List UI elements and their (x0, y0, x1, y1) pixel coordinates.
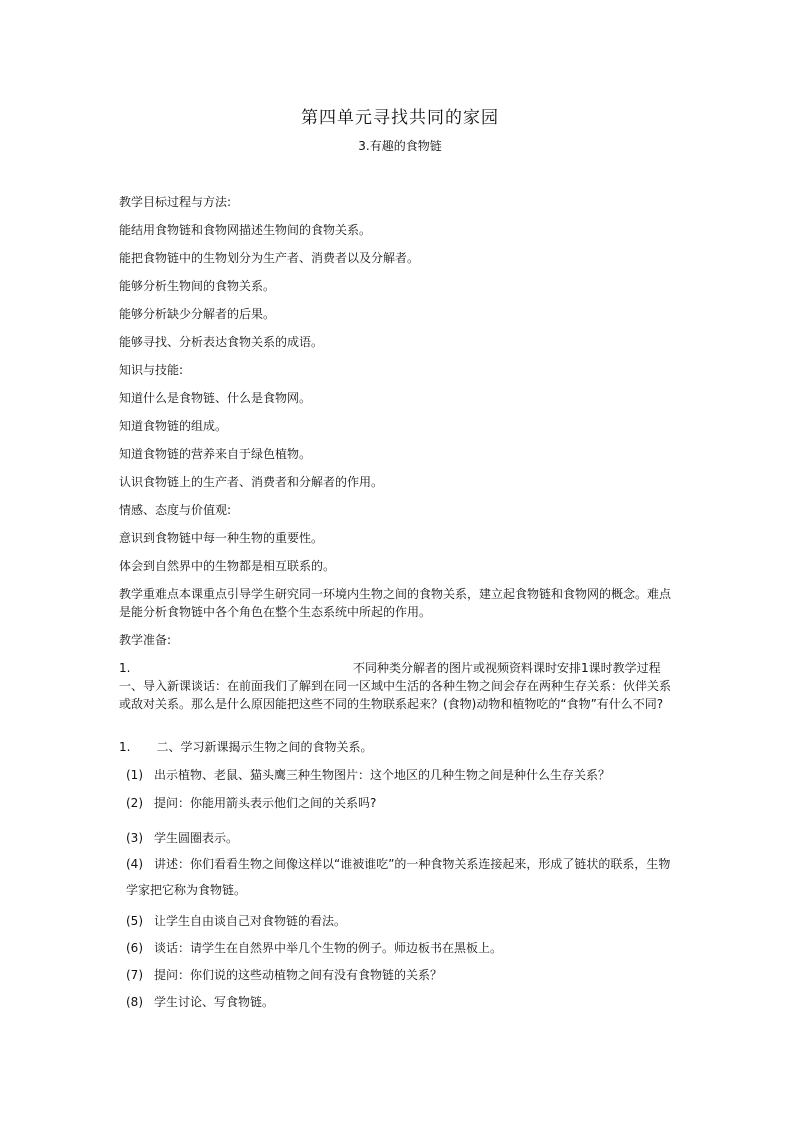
attitude-item: 体会到自然界中的生物都是相互联系的。 (119, 559, 336, 573)
step-number: (3) (126, 831, 143, 845)
step-item (126, 912, 346, 930)
objective-item: 能够分析生物间的食物关系。 (119, 279, 276, 293)
step-number: (2) (126, 796, 143, 810)
objective-item: 能把食物链中的生物划分为生产者、消费者以及分解者。 (119, 251, 420, 265)
step-text: 提问：你能用箭头表示他们之间的关系吗? (154, 796, 377, 810)
step-text: 学生讨论、写食物链。 (154, 995, 275, 1009)
preparation-paragraph (119, 659, 675, 713)
step-text: 学生圆圈表示。 (154, 831, 239, 845)
step-number: (1) (126, 768, 143, 782)
step-item (126, 829, 238, 847)
step-item (126, 794, 376, 812)
lesson-subtitle: 3.有趣的食物链 (358, 139, 442, 153)
heading-knowledge: 知识与技能: (119, 363, 184, 377)
step-number: (6) (126, 941, 143, 955)
knowledge-item: 知道食物链的组成。 (119, 419, 228, 433)
key-points-paragraph: 教学重难点本课重点引导学生研究同一环境内生物之间的食物关系，建立起食物链和食物网的概念。难点是能分析食物链中各个角色在整个生态系统中所起的作用。 (119, 587, 672, 619)
step-text: 谈话：请学生在自然界中举几个生物的例子。师边板书在黑板上。 (154, 941, 503, 955)
knowledge-item: 知道什么是食物链、什么是食物网。 (119, 391, 312, 405)
step-text: 讲述：你们看看生物之间像这样以“谁被谁吃”的一种食物关系连接起来，形成了链状的联系，生物学家把它称为食物链。 (126, 857, 671, 897)
section-heading (119, 738, 372, 756)
step-item (126, 993, 274, 1011)
heading-preparation: 教学准备: (119, 633, 172, 647)
section-number: 1. (119, 740, 131, 754)
step-item (126, 966, 442, 984)
step-item (126, 851, 678, 903)
heading-attitude: 情感、态度与价值观: (119, 503, 232, 517)
step-number: (7) (126, 968, 143, 982)
attitude-item: 意识到食物链中每一种生物的重要性。 (119, 531, 324, 545)
section-title: 二、学习新课揭示生物之间的食物关系。 (156, 740, 373, 754)
page-title: 第四单元寻找共同的家园 (301, 108, 499, 128)
step-number: (4) (126, 857, 143, 871)
step-text: 让学生自由谈自己对食物链的看法。 (154, 914, 347, 928)
step-number: (8) (126, 995, 143, 1009)
knowledge-item: 知道食物链的营养来自于绿色植物。 (119, 447, 312, 461)
objective-item: 能够寻找、分析表达食物关系的成语。 (119, 335, 324, 349)
preparation-number: 1. (119, 661, 131, 675)
objective-item: 能结用食物链和食物网描述生物间的食物关系。 (119, 223, 372, 237)
step-item (126, 766, 610, 784)
step-number: (5) (126, 914, 143, 928)
step-text: 提问：你们说的这些动植物之间有没有食物链的关系？ (154, 968, 443, 982)
objective-item: 能够分析缺少分解者的后果。 (119, 307, 276, 321)
step-item (126, 939, 502, 957)
knowledge-item: 认识食物链上的生产者、消费者和分解者的作用。 (119, 475, 384, 489)
preparation-text: 不同种类分解者的图片或视频资料课时安排1课时教学过程一、导入新课谈话：在前面我们了解到在同一区域中生活的各种生物之间会存在两种生存关系：伙伴关系或敌对关系。那么是什么原因能把这些不同的生物联系起来？(食物)动物和植物吃的“食物”有什么不同? (119, 661, 672, 711)
step-text: 出示植物、老鼠、猫头鹰三种生物图片：这个地区的几种生物之间是种什么生存关系？ (154, 768, 611, 782)
heading-process: 教学目标过程与方法: (119, 195, 232, 209)
